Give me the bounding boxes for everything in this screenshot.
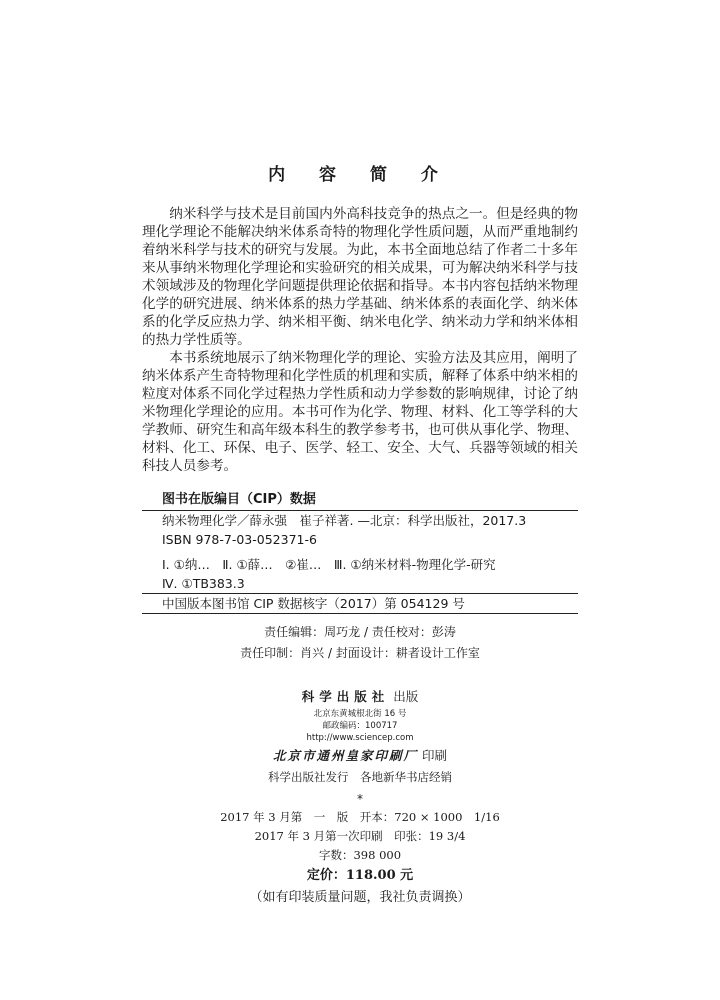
edition-specs [0,808,720,909]
cip-classification-1: Ⅰ. ①纳… Ⅱ. ①薛… ②崔… Ⅲ. ①纳米材料-物理化学-研究 [162,557,496,572]
printer-suffix: 印刷 [421,748,447,763]
intro-paragraph-2: 本书系统地展示了纳米物理化学的理论、实验方法及其应用，阐明了纳米体系产生奇特物理和化学性质的机理和实质，解释了体系中纳米相的粒度对体系不同化学过程热力学性质和动力学参数的影响规律，讨论了纳米物理化学理论的应用。本书可作为化学、物理、材料、化工等学科的大学教师、研究生和高年级本科生的教学参考书，也可供从事化学、物理、材料、化工、环保、电子、医学、轻工、安全、大气、兵器等领域的相关科技人员参考。 [142,350,578,474]
publisher-line [0,688,720,706]
printer-line [0,746,720,766]
cip-title: 图书在版编目（CIP）数据 [162,492,316,507]
quality-note: （如有印装质量问题，我社负责调换） [249,890,471,905]
editorial-credits [0,622,720,664]
price-line: 定价：118.00 元 [306,868,414,883]
cip-check-number: 中国版本图书馆 CIP 数据核字（2017）第 054129 号 [162,596,465,611]
publisher-name: 科学出版社 [301,689,390,704]
edition-line: 2017 年 3 月第 一 版 开本：720 × 1000 1/16 [220,810,500,824]
cip-isbn: ISBN 978-7-03-052371-6 [162,532,317,547]
cip-bottom-rule [142,613,578,614]
publisher-imprint [0,688,720,806]
publisher-website: http://www.sciencep.com [306,733,414,743]
cip-classification-2: Ⅳ. ①TB383.3 [162,576,245,591]
printer-name: 北京市通州皇家印刷厂 [272,748,418,763]
word-count-line: 字数：398 000 [318,848,402,862]
publisher-suffix: 出版 [393,689,419,704]
distribution-line: 科学出版社发行 各地新华书店经销 [268,770,452,784]
intro-paragraph-1: 纳米科学与技术是目前国内外高科技竞争的热点之一。但是经典的物理化学理论不能解决纳米体系奇特的物理化学性质问题，从而严重地制约着纳米科学与技术的研究与发展。为此，本书全面地总结了作者二十多年来从事纳米物理化学理论和实验研究的相关成果，可为解决纳米科学与技术领域涉及的物理化学问题提供理论依据和指导。本书内容包括纳米物理化学的研究进展、纳米体系的热力学基础、纳米体系的表面化学、纳米体系的化学反应热力学、纳米相平衡、纳米电化学、纳米动力学和纳米体相的热力学性质等。 [142,206,578,348]
credits-line-1: 责任编辑：周巧龙 / 责任校对：彭涛 [264,625,456,639]
page-title: 内 容 简 介 [268,165,452,185]
book-introduction [142,205,578,475]
separator-star: * [357,792,363,806]
cip-record [142,492,578,614]
publisher-address: 北京东黄城根北街 16 号 [313,709,407,719]
printing-line: 2017 年 3 月第一次印刷 印张：19 3/4 [254,829,466,843]
credits-line-2: 责任印制：肖兴 / 封面设计：耕者设计工作室 [240,646,480,660]
cip-record-line: 纳米物理化学／薛永强 崔子祥著. —北京：科学出版社，2017.3 [162,513,527,528]
publisher-postcode: 邮政编码：100717 [322,721,398,731]
